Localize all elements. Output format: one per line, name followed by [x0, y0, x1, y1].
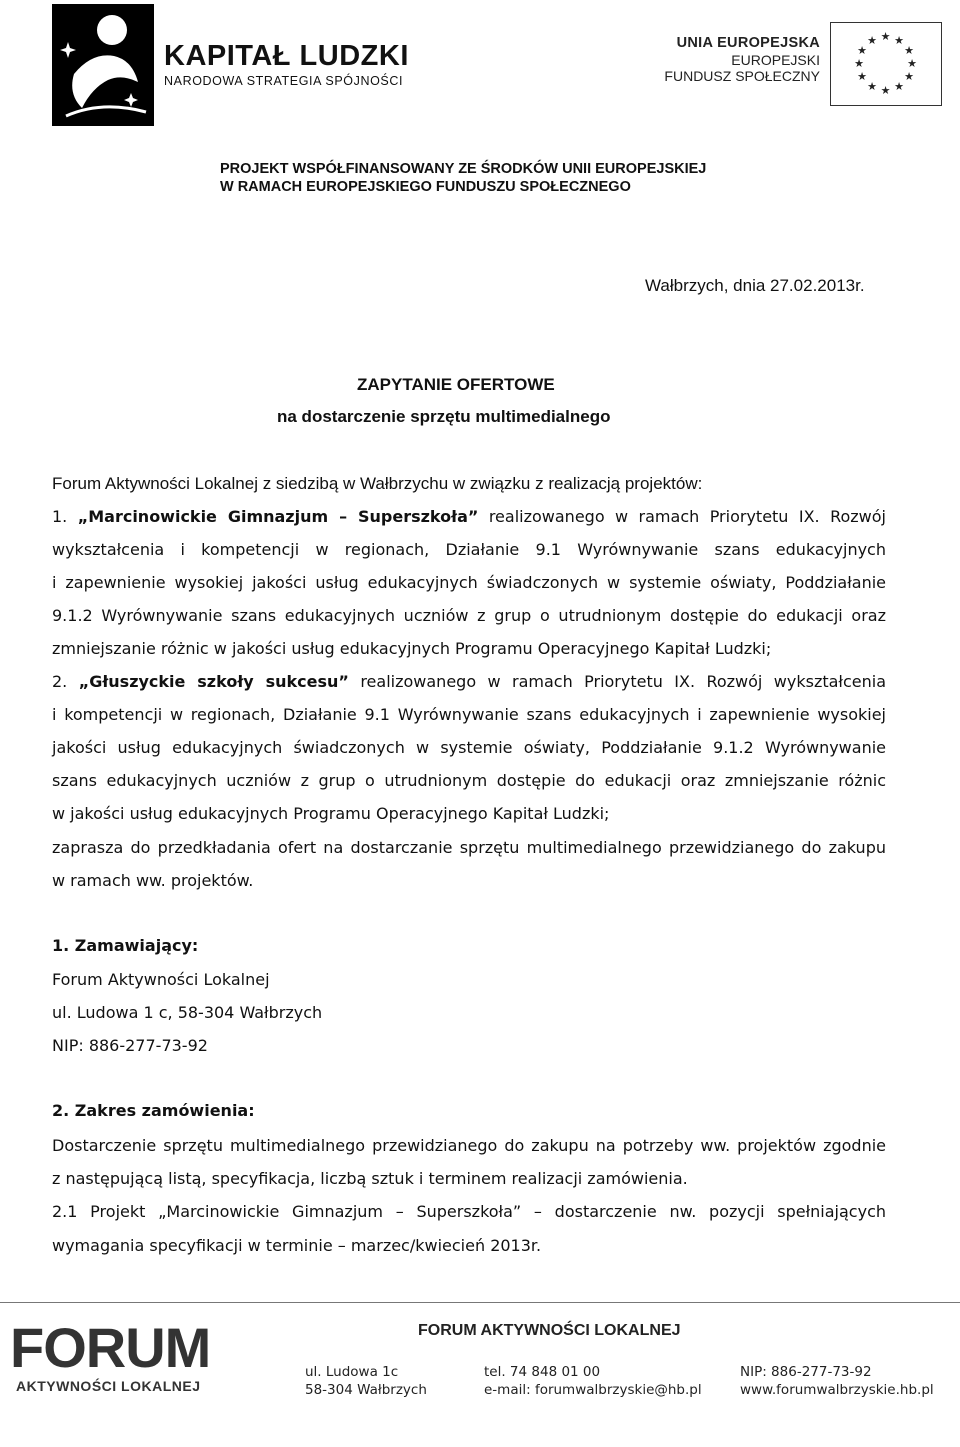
document-title: ZAPYTANIE OFERTOWE — [357, 375, 555, 394]
footer-website: www.forumwalbrzyskie.hb.pl — [740, 1382, 934, 1398]
forum-logo-subtitle: AKTYWNOŚCI LOKALNEJ — [16, 1378, 201, 1394]
project-1-name: „Marcinowickie Gimnazjum – Superszkoła” — [77, 507, 479, 526]
kapital-ludzki-subtitle: NARODOWA STRATEGIA SPÓJNOŚCI — [164, 74, 404, 88]
project-2-number: 2. — [52, 672, 68, 691]
section-1-heading: 1. Zamawiający: — [52, 936, 199, 955]
svg-text:★: ★ — [854, 57, 864, 70]
project-2-line-3: jakości usług edukacyjnych świadczonych w systemie oświaty, Poddziałanie 9.1.2 Wyrównywanie — [52, 738, 886, 757]
svg-text:★: ★ — [880, 30, 891, 43]
svg-text:★: ★ — [857, 44, 867, 57]
footer-phone: tel. 74 848 01 00 — [484, 1364, 601, 1380]
footer-street: ul. Ludowa 1c — [305, 1364, 399, 1380]
project-2-line-1-rest: realizowanego w ramach Priorytetu IX. Rozwój wykształcenia — [360, 672, 886, 691]
forum-logo — [10, 1318, 242, 1400]
scope-line-3: 2.1 Projekt „Marcinowickie Gimnazjum – Superszkoła” – dostarczenie nw. pozycji spełniających — [52, 1202, 886, 1221]
eu-line-2: EUROPEJSKI — [731, 52, 820, 68]
section-2-heading: 2. Zakres zamówienia: — [52, 1101, 255, 1120]
project-1-line-2: wykształcenia i kompetencji w regionach, Działanie 9.1 Wyrównywanie szans edukacyjnych — [52, 540, 886, 559]
project-2-line-4: szans edukacyjnych uczniów z grup o utrudnionym dostępie do edukacji oraz zmniejszanie różnic — [52, 771, 886, 790]
footer-org-title: FORUM AKTYWNOŚCI LOKALNEJ — [418, 1322, 681, 1339]
project-2-line-5: w jakości usług edukacyjnych Programu Operacyjnego Kapitał Ludzki; — [52, 804, 610, 823]
svg-text:★: ★ — [904, 44, 914, 57]
svg-text:★: ★ — [894, 34, 904, 47]
project-1-line-3: i zapewnienie wysokiej jakości usług edukacyjnych świadczonych w systemie oświaty, Poddziałanie — [52, 573, 886, 592]
svg-text:★: ★ — [904, 70, 914, 83]
footer-divider — [0, 1302, 960, 1303]
project-1-line-4: 9.1.2 Wyrównywanie szans edukacyjnych uczniów z grup o utrudnionym dostępie do edukacji oraz — [52, 606, 886, 625]
svg-text:★: ★ — [867, 34, 877, 47]
project-1-number: 1. — [52, 507, 68, 526]
eu-logo-text — [640, 34, 820, 84]
kapital-ludzki-logo — [52, 4, 476, 126]
project-1-line-1-rest: realizowanego w ramach Priorytetu IX. Rozwój — [488, 507, 886, 526]
kapital-ludzki-emblem-icon — [52, 4, 154, 126]
contracting-party-address: ul. Ludowa 1 c, 58-304 Wałbrzych — [52, 1003, 323, 1022]
svg-text:★: ★ — [894, 80, 904, 93]
svg-text:★: ★ — [880, 84, 891, 97]
invitation-line-2: w ramach ww. projektów. — [52, 871, 254, 890]
intro-text: Forum Aktywności Lokalnej z siedzibą w Wałbrzychu w związku z realizacją projektów: — [52, 474, 703, 493]
eu-logo — [640, 22, 942, 106]
forum-logo-word: FORUM — [10, 1316, 211, 1379]
project-2-name: „Głuszyckie szkoły sukcesu” — [78, 672, 349, 691]
eu-line-1: UNIA EUROPEJSKA — [676, 35, 820, 51]
contracting-party-nip: NIP: 886-277-73-92 — [52, 1036, 208, 1055]
document-subtitle: na dostarczenie sprzętu multimedialnego — [277, 407, 611, 426]
kapital-ludzki-title: KAPITAŁ LUDZKI — [164, 40, 409, 72]
svg-text:★: ★ — [867, 80, 877, 93]
svg-text:★: ★ — [907, 57, 917, 70]
project-1-line-1 — [52, 507, 886, 526]
project-header-line-1: PROJEKT WSPÓŁFINANSOWANY ZE ŚRODKÓW UNII EUROPEJSKIEJ — [220, 161, 707, 177]
invitation-line-1: zaprasza do przedkładania ofert na dostarczanie sprzętu multimedialnego przewidzianego do zakupu — [52, 838, 886, 857]
contracting-party-name: Forum Aktywności Lokalnej — [52, 970, 270, 989]
footer-email: e-mail: forumwalbrzyskie@hb.pl — [484, 1382, 702, 1398]
place-date: Wałbrzych, dnia 27.02.2013r. — [645, 276, 865, 295]
project-2-line-1 — [52, 672, 886, 691]
scope-line-1: Dostarczenie sprzętu multimedialnego przewidzianego do zakupu na potrzeby ww. projektów zgodnie — [52, 1136, 886, 1155]
footer-city: 58-304 Wałbrzych — [305, 1382, 427, 1398]
eu-line-3: FUNDUSZ SPOŁECZNY — [664, 68, 820, 84]
footer-nip: NIP: 886-277-73-92 — [740, 1364, 872, 1380]
project-1-line-5: zmniejszanie różnic w jakości usług edukacyjnych Programu Operacyjnego Kapitał Ludzki; — [52, 639, 772, 658]
scope-line-2: z następującą listą, specyfikacja, liczbą sztuk i terminem realizacji zamówienia. — [52, 1169, 688, 1188]
eu-flag-icon — [830, 22, 942, 106]
svg-text:★: ★ — [857, 70, 867, 83]
scope-line-4: wymagania specyfikacji w terminie – marzec/kwiecień 2013r. — [52, 1236, 542, 1255]
project-header-line-2: W RAMACH EUROPEJSKIEGO FUNDUSZU SPOŁECZNEGO — [220, 179, 631, 195]
project-2-line-2: i kompetencji w regionach, Działanie 9.1 Wyrównywanie szans edukacyjnych i zapewnienie wysokiej — [52, 705, 886, 724]
